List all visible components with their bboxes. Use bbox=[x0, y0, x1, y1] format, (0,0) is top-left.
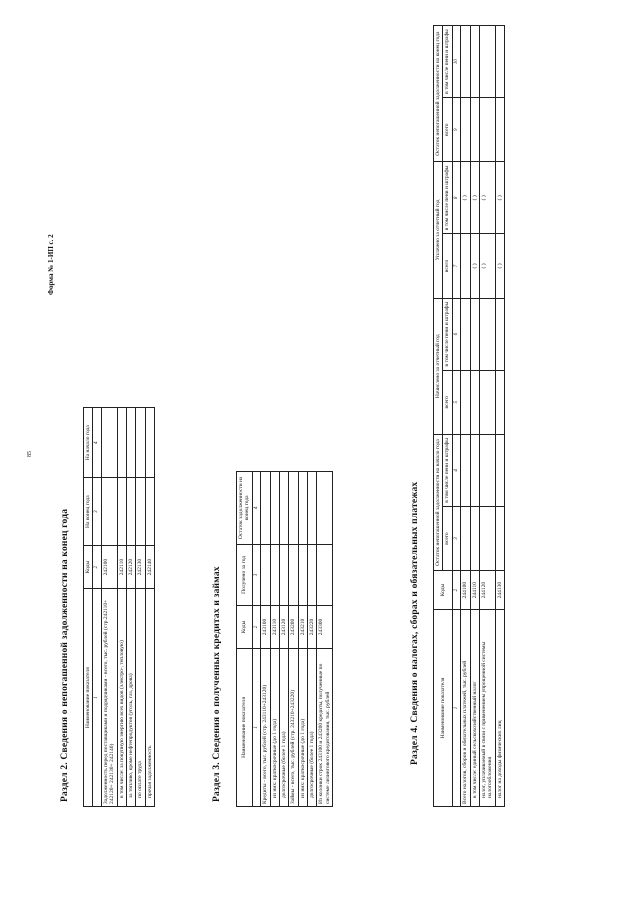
col-number: 1 bbox=[452, 610, 461, 807]
row-code: 244130 bbox=[495, 571, 504, 610]
table-row bbox=[461, 26, 470, 807]
row-code: 243210 bbox=[298, 606, 307, 649]
value-cell[interactable] bbox=[461, 370, 470, 434]
col-number: 2 bbox=[93, 545, 102, 588]
col-header: всего bbox=[443, 234, 452, 298]
col-number: 4 bbox=[252, 472, 261, 545]
row-code: 244100 bbox=[461, 571, 470, 610]
parenthesis-cell[interactable]: ( ) bbox=[495, 234, 504, 298]
row-label: из них: краткосрочные (до 1 года) bbox=[270, 648, 279, 806]
value-cell[interactable] bbox=[102, 478, 118, 545]
col-header: в том числе пени и штрафы bbox=[443, 298, 452, 370]
value-cell[interactable] bbox=[145, 408, 154, 478]
row-code: 242110 bbox=[117, 545, 126, 588]
form-label: Форма № 1-ИП с. 2 bbox=[47, 234, 55, 295]
col-header: всего bbox=[443, 370, 452, 434]
row-label: Всего налогов, сборов и обязательных платежей, тыс. рублей bbox=[461, 610, 470, 807]
table-row bbox=[480, 26, 496, 807]
row-label: по оплате труда bbox=[136, 589, 145, 807]
value-cell[interactable] bbox=[261, 544, 270, 605]
value-cell[interactable] bbox=[470, 26, 479, 98]
value-cell[interactable] bbox=[461, 98, 470, 162]
value-cell[interactable] bbox=[317, 544, 333, 605]
value-cell[interactable] bbox=[289, 544, 298, 605]
value-cell[interactable] bbox=[480, 506, 496, 570]
table-row bbox=[270, 472, 279, 807]
value-cell[interactable] bbox=[145, 478, 154, 545]
value-cell[interactable] bbox=[461, 234, 470, 298]
table-row bbox=[127, 408, 136, 807]
value-cell[interactable] bbox=[480, 98, 496, 162]
row-code: 243200 bbox=[289, 606, 298, 649]
row-code: 243220 bbox=[307, 606, 316, 649]
value-cell[interactable] bbox=[480, 26, 496, 98]
col-header: в том числе пени и штрафы bbox=[443, 162, 452, 234]
row-label: из них: краткосрочные (до 1 года) bbox=[298, 648, 307, 806]
value-cell[interactable] bbox=[495, 26, 504, 98]
col-number: 3 bbox=[252, 544, 261, 605]
section-4-table bbox=[433, 25, 505, 807]
value-cell[interactable] bbox=[495, 298, 504, 370]
table-row bbox=[261, 472, 270, 807]
table-row bbox=[470, 26, 479, 807]
col-header: Коды bbox=[434, 571, 453, 610]
row-label: Займы - всего, тыс. рублей (стр. 243210+243220) bbox=[289, 648, 298, 806]
col-number: 2 bbox=[252, 606, 261, 649]
section-3-table bbox=[236, 471, 333, 807]
col-number: 2 bbox=[452, 571, 461, 610]
section-2-table bbox=[83, 407, 155, 807]
value-cell[interactable] bbox=[461, 26, 470, 98]
col-header: Наименование показателя bbox=[237, 648, 253, 806]
table-row bbox=[117, 408, 126, 807]
table-row bbox=[495, 26, 504, 807]
col-number: 3 bbox=[452, 506, 461, 570]
row-label: налог, уплачиваемый в связи с применением упрощенной системы налогообложения bbox=[480, 610, 496, 807]
value-cell[interactable] bbox=[307, 544, 316, 605]
col-number: 7 bbox=[452, 234, 461, 298]
col-group-header: Остаток непогашенной задолженности на начало года bbox=[434, 434, 443, 570]
row-code: 242120 bbox=[127, 545, 136, 588]
row-label: долгосрочные (более 1 года) bbox=[280, 648, 289, 806]
col-number: 1 bbox=[93, 589, 102, 807]
value-cell[interactable] bbox=[317, 472, 333, 545]
row-label: долгосрочные (более 1 года) bbox=[307, 648, 316, 806]
value-cell[interactable] bbox=[261, 472, 270, 545]
row-code: 243110 bbox=[270, 606, 279, 649]
col-header: в том числе пени и штрафы bbox=[443, 26, 452, 98]
col-header: На конец года bbox=[84, 478, 93, 545]
parenthesis-cell[interactable]: ( ) bbox=[461, 162, 470, 234]
row-code: 244110 bbox=[470, 571, 479, 610]
row-code: 243120 bbox=[280, 606, 289, 649]
value-cell[interactable] bbox=[480, 434, 496, 506]
value-cell[interactable] bbox=[461, 434, 470, 506]
col-number: 3 bbox=[93, 478, 102, 545]
row-label: налог на доходы физических лиц bbox=[495, 610, 504, 807]
value-cell[interactable] bbox=[480, 298, 496, 370]
table-row bbox=[145, 408, 154, 807]
row-label: за топливо, кроме нефтепродуктов (уголь, газ, дрова) bbox=[127, 589, 136, 807]
row-label: в том числе: единый сельскохозяйственный налог bbox=[470, 610, 479, 807]
row-code: 244120 bbox=[480, 571, 496, 610]
col-group-header: Начислено за отчетный год bbox=[434, 298, 443, 434]
value-cell[interactable] bbox=[117, 408, 126, 478]
page-number: 85 bbox=[27, 451, 33, 457]
value-cell[interactable] bbox=[298, 544, 307, 605]
col-header: Наименование показателя bbox=[434, 610, 453, 807]
section-3-title: Раздел 3. Сведения о полученных кредитах и займах bbox=[212, 566, 222, 802]
col-number: 5 bbox=[452, 370, 461, 434]
col-number: 10 bbox=[452, 26, 461, 98]
row-label: Из колонки строк 243100 и 243200 кредиты, полученные по системе лизингового кредитования, тыс. рублей bbox=[317, 648, 333, 806]
table-row bbox=[289, 472, 298, 807]
table-row bbox=[298, 472, 307, 807]
value-cell[interactable] bbox=[495, 98, 504, 162]
col-header: На начало года bbox=[84, 408, 93, 478]
row-code: 242130 bbox=[136, 545, 145, 588]
value-cell[interactable] bbox=[280, 544, 289, 605]
parenthesis-cell[interactable]: ( ) bbox=[480, 162, 496, 234]
value-cell[interactable] bbox=[470, 370, 479, 434]
value-cell[interactable] bbox=[307, 472, 316, 545]
section-2-title: Раздел 2. Сведения о непогашенной задолженности на конец года bbox=[60, 508, 70, 802]
value-cell[interactable] bbox=[461, 298, 470, 370]
value-cell[interactable] bbox=[470, 506, 479, 570]
value-cell[interactable] bbox=[495, 506, 504, 570]
table-row bbox=[102, 408, 118, 807]
row-label: прочая задолженность bbox=[145, 589, 154, 807]
value-cell[interactable] bbox=[289, 472, 298, 545]
row-label: в том числе: за покупную энергию всех видов (электро-, тепловую) bbox=[117, 589, 126, 807]
col-number: 8 bbox=[452, 162, 461, 234]
value-cell[interactable] bbox=[117, 478, 126, 545]
row-label: Кредиты - всего, тыс. рублей (стр. 243110+243120) bbox=[261, 648, 270, 806]
col-header: Коды bbox=[237, 606, 253, 649]
value-cell[interactable] bbox=[127, 408, 136, 478]
row-code: 243100 bbox=[261, 606, 270, 649]
value-cell[interactable] bbox=[470, 298, 479, 370]
row-code: 243300 bbox=[317, 606, 333, 649]
value-cell[interactable] bbox=[470, 434, 479, 506]
col-header: Получено за год bbox=[237, 544, 253, 605]
parenthesis-cell[interactable]: ( ) bbox=[470, 162, 479, 234]
value-cell[interactable] bbox=[470, 98, 479, 162]
row-label: Задолженность перед поставщиками и подрядчиками - всего, тыс. рублей (стр.242110+ 242120+ 242130+ 242140) bbox=[102, 589, 118, 807]
col-number: 6 bbox=[452, 298, 461, 370]
table-row bbox=[307, 472, 316, 807]
table-row bbox=[136, 408, 145, 807]
row-code: 242100 bbox=[102, 545, 118, 588]
value-cell[interactable] bbox=[102, 408, 118, 478]
col-header: Остаток задолженности на конец года bbox=[237, 472, 253, 545]
value-cell[interactable] bbox=[136, 408, 145, 478]
section-4-title: Раздел 4. Сведения о налогах, сборах и обязательных платежах bbox=[410, 481, 420, 765]
col-number: 9 bbox=[452, 98, 461, 162]
table-row bbox=[280, 472, 289, 807]
value-cell[interactable] bbox=[495, 370, 504, 434]
parenthesis-cell[interactable]: ( ) bbox=[480, 234, 496, 298]
col-header: всего bbox=[443, 506, 452, 570]
col-header: Наименование показателя bbox=[84, 589, 93, 807]
value-cell[interactable] bbox=[461, 506, 470, 570]
value-cell[interactable] bbox=[270, 472, 279, 545]
col-header: Коды bbox=[84, 545, 93, 588]
value-cell[interactable] bbox=[298, 472, 307, 545]
col-header: в том числе пени и штрафы bbox=[443, 434, 452, 506]
table-row bbox=[317, 472, 333, 807]
value-cell[interactable] bbox=[480, 370, 496, 434]
parenthesis-cell[interactable]: ( ) bbox=[470, 234, 479, 298]
col-group-header: Остаток непогашенной задолженности на конец года bbox=[434, 26, 443, 162]
col-number: 1 bbox=[252, 648, 261, 806]
value-cell[interactable] bbox=[136, 478, 145, 545]
value-cell[interactable] bbox=[127, 478, 136, 545]
value-cell[interactable] bbox=[495, 434, 504, 506]
value-cell[interactable] bbox=[280, 472, 289, 545]
col-header: всего bbox=[443, 98, 452, 162]
col-number: 4 bbox=[93, 408, 102, 478]
value-cell[interactable] bbox=[270, 544, 279, 605]
col-group-header: Уплачено за отчетный год bbox=[434, 162, 443, 298]
parenthesis-cell[interactable]: ( ) bbox=[495, 162, 504, 234]
col-number: 4 bbox=[452, 434, 461, 506]
row-code: 242140 bbox=[145, 545, 154, 588]
